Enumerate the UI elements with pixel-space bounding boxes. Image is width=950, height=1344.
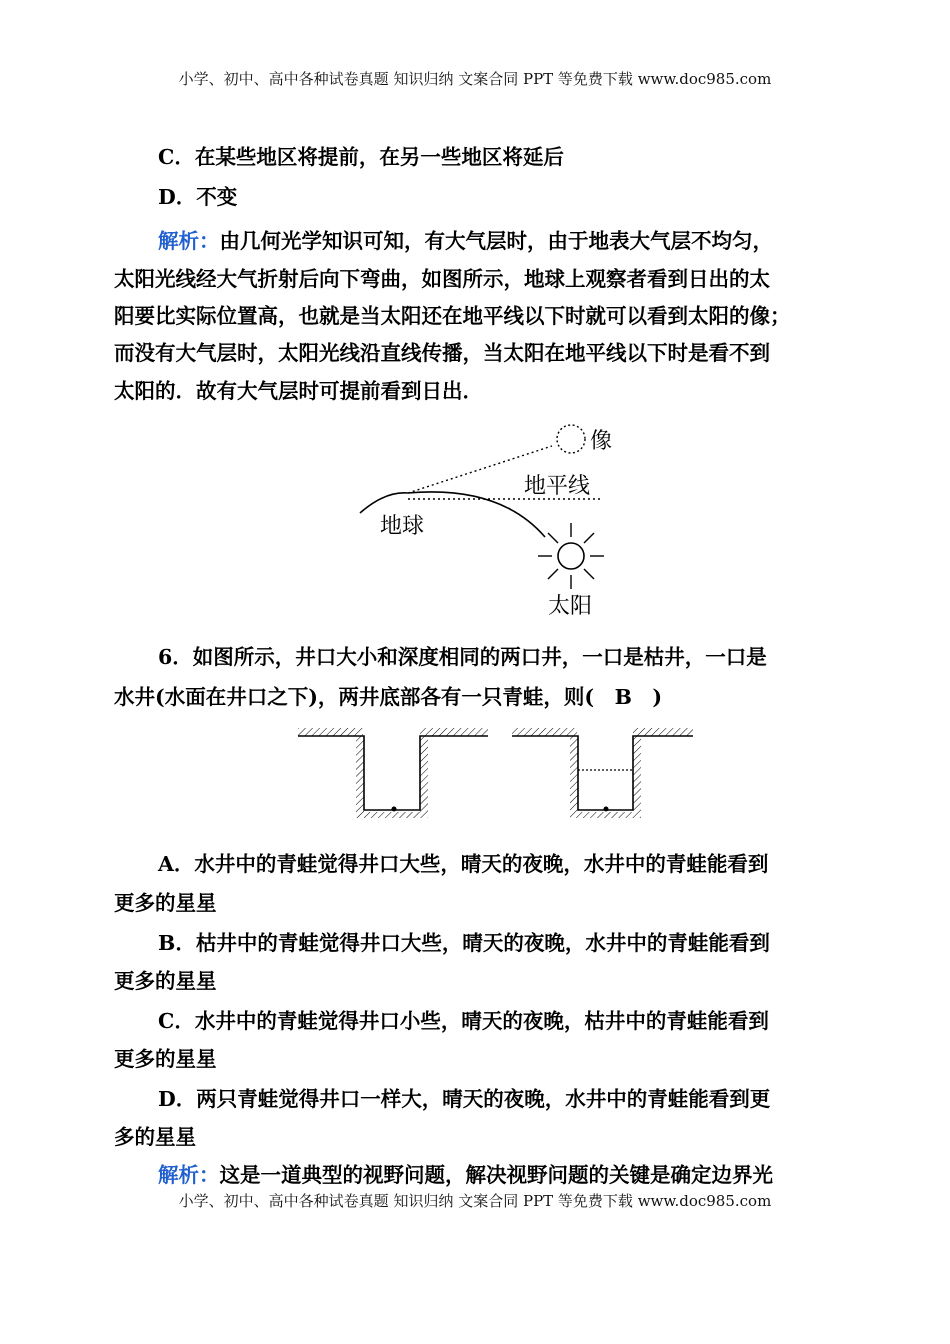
q6-option-a-line-1: A．水井中的青蛙觉得井口大些，晴天的夜晚，水井中的青蛙能看到: [158, 852, 769, 876]
q6-stem-line-2-close: ): [631, 685, 663, 709]
q6-analysis-line: [158, 1161, 950, 1189]
q5-analysis-line-3: 阳要比实际位置高，也就是当太阳还在地平线以下时就可以看到太阳的像；: [114, 304, 791, 328]
q6-option-c-line-2: 更多的星星: [114, 1047, 217, 1071]
q6-stem-line-1: 6．如图所示，井口大小和深度相同的两口井，一口是枯井，一口是: [158, 645, 767, 669]
dry-well-frog: [392, 807, 397, 812]
page-header: 小学、初中、高中各种试卷真题 知识归纳 文案合同 PPT 等免费下载 www.doc985.com: [178, 70, 772, 88]
sunrise-refraction-figure: [340, 415, 640, 625]
page-footer: 小学、初中、高中各种试卷真题 知识归纳 文案合同 PPT 等免费下载 www.doc985.com: [178, 1192, 772, 1210]
q5-analysis-line-5: 太阳的．故有大气层时可提前看到日出．: [114, 379, 483, 403]
q5-analysis-label: 解析：: [158, 229, 220, 253]
earth-label: 地球: [380, 514, 425, 539]
sun-circle: [558, 543, 584, 569]
q5-analysis-line-4: 而没有大气层时，太阳光线沿直线传播，当太阳在地平线以下时是看不到: [114, 341, 770, 365]
sun-label: 太阳: [548, 594, 593, 619]
q6-answer: B: [614, 685, 632, 709]
sun-image-circle: [557, 425, 585, 453]
q6-option-b-line-1: B．枯井中的青蛙觉得井口大些，晴天的夜晚，水井中的青蛙能看到: [158, 931, 770, 955]
q6-option-d-line-1: D．两只青蛙觉得井口一样大，晴天的夜晚，水井中的青蛙能看到更: [158, 1087, 771, 1111]
q6-option-d-line-2: 多的星星: [114, 1125, 196, 1149]
q5-option-c: C．在某些地区将提前，在另一些地区将延后: [158, 145, 564, 169]
q6-analysis-text: 这是一道典型的视野问题，解决视野问题的关键是确定边界光: [219, 1163, 773, 1187]
water-well-frog: [604, 807, 609, 812]
q5-analysis-line-2: 太阳光线经大气折射后向下弯曲，如图所示，地球上观察者看到日出的太: [114, 267, 770, 291]
q6-option-c-line-1: C．水井中的青蛙觉得井口小些，晴天的夜晚，枯井中的青蛙能看到: [158, 1009, 769, 1033]
horizon-label: 地平线: [524, 474, 591, 499]
image-label: 像: [590, 429, 613, 454]
q5-option-d: D．不变: [158, 185, 238, 209]
q6-option-b-line-2: 更多的星星: [114, 969, 217, 993]
q6-stem-line-2-text: 水井(水面在井口之下)，两井底部各有一只青蛙，则(: [114, 685, 615, 709]
two-wells-figure: [290, 722, 700, 822]
q6-analysis-label: 解析：: [158, 1163, 220, 1187]
q5-analysis-line-1: [158, 227, 950, 255]
water-well: [512, 728, 693, 818]
earth-surface-arc: [360, 493, 408, 513]
q6-option-a-line-2: 更多的星星: [114, 891, 217, 915]
sun-rays: [538, 523, 604, 589]
q6-stem-line-2: [114, 683, 950, 711]
q5-analysis-text-1: 由几何光学知识可知，有大气层时，由于地表大气层不均匀，: [219, 229, 773, 253]
dry-well: [298, 728, 488, 818]
